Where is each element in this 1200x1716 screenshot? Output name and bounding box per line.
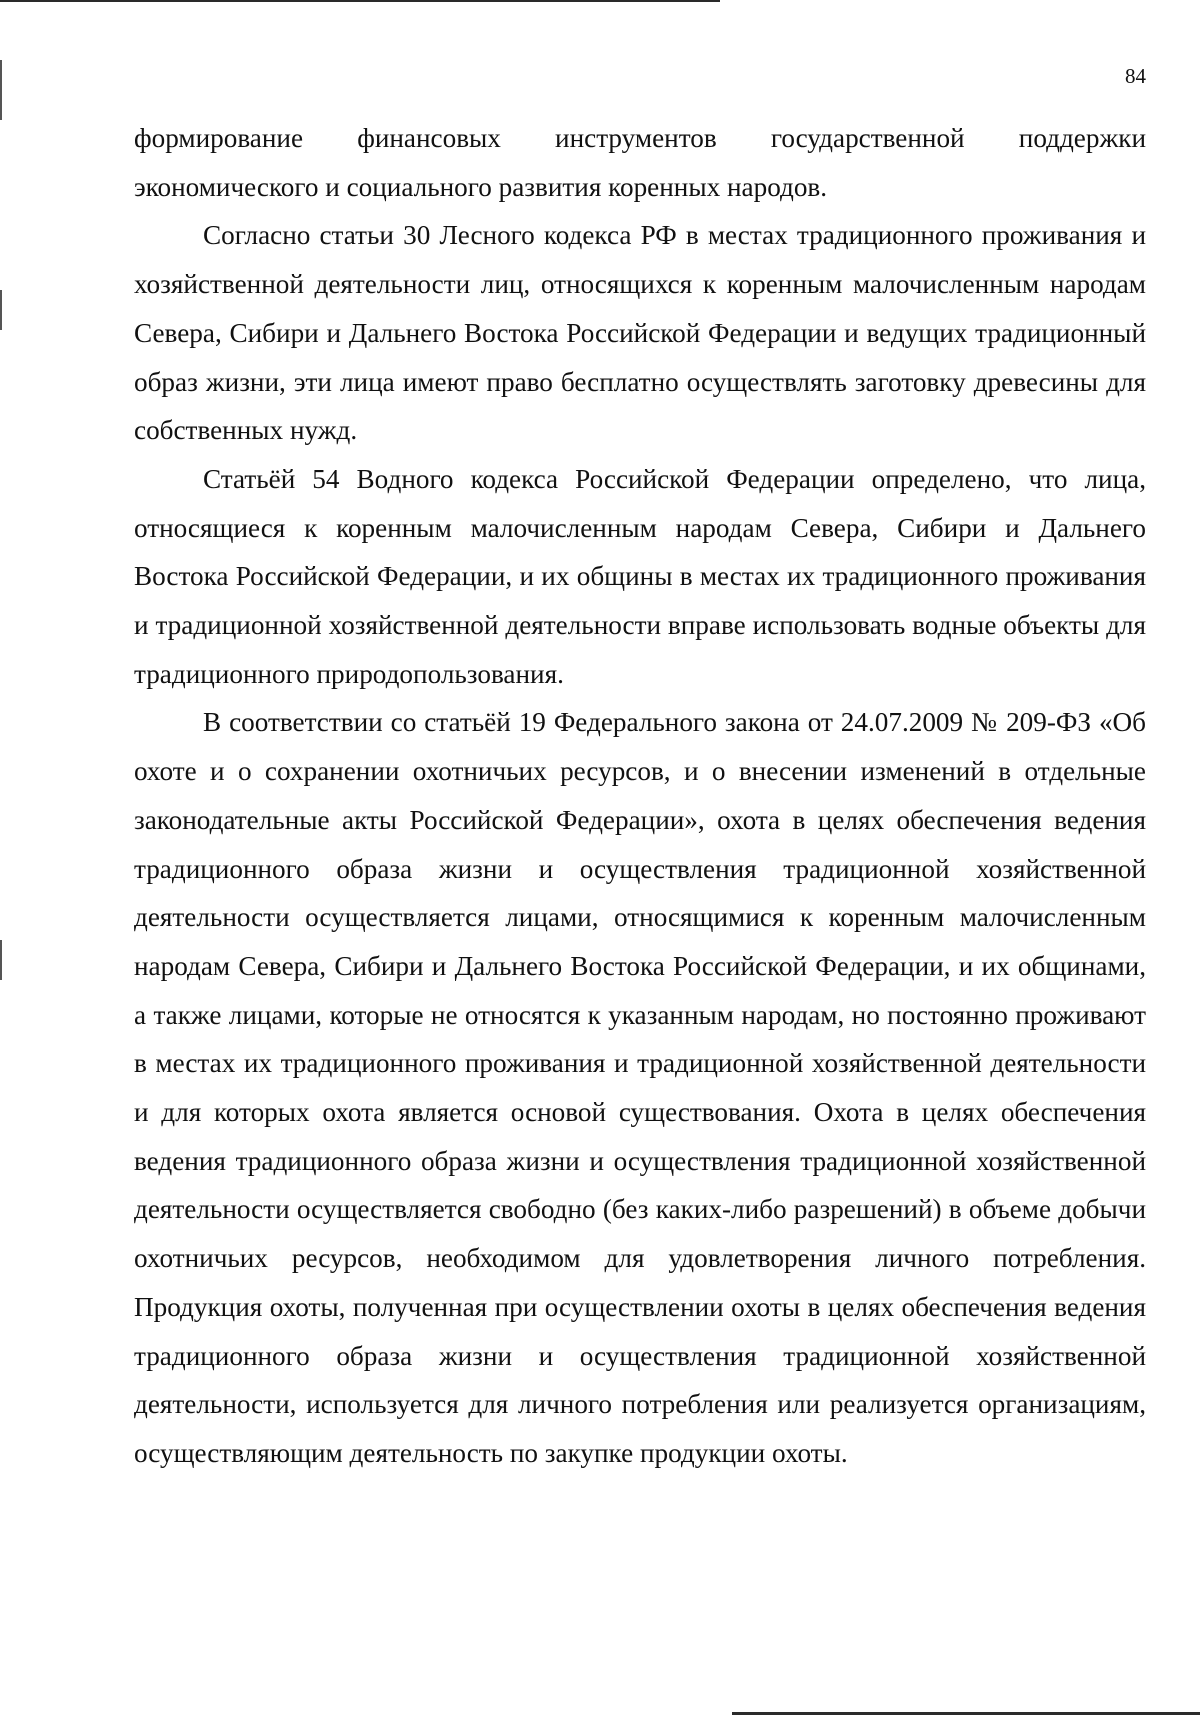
document-body bbox=[134, 114, 1146, 1478]
scan-edge-left bbox=[0, 290, 2, 330]
scan-edge-top bbox=[0, 0, 720, 2]
scan-edge-bottom bbox=[732, 1712, 1200, 1715]
scan-edge-left bbox=[0, 940, 2, 980]
paragraph-continuation: формирование финансовых инструментов государственной поддержки экономического и социального развития коренных народов. bbox=[134, 123, 1146, 202]
paragraph-forest-code: Согласно статьи 30 Лесного кодекса РФ в местах традиционного проживания и хозяйственной деятельности лиц, относящихся к коренным малочисленным народам Севера, Сибири и Дальнего Востока Российской Федерации и ведущих традиционный образ жизни, эти лица имеют право бесплатно осуществлять заготовку древесины для собственных нужд. bbox=[134, 220, 1146, 446]
scan-edge-left bbox=[0, 60, 2, 120]
page-number: 84 bbox=[1125, 64, 1146, 88]
paragraph-hunting-law: В соответствии со статьёй 19 Федерального закона от 24.07.2009 № 209-ФЗ «Об охоте и о сохранении охотничьих ресурсов, и о внесении изменений в отдельные законодательные акты Российской Федерации», охота в целях обеспечения ведения традиционного образа жизни и осуществления традиционной хозяйственной деятельности осуществляется лицами, относящимися к коренным малочисленным народам Севера, Сибири и Дальнего Востока Российской Федерации, и их общинами, а также лицами, которые не относятся к указанным народам, но постоянно проживают в местах их традиционного проживания и традиционной хозяйственной деятельности и для которых охота является основой существования. Охота в целях обеспечения ведения традиционного образа жизни и осуществления традиционной хозяйственной деятельности осуществляется свободно (без каких-либо разрешений) в объеме добычи охотничьих ресурсов, необходимом для удовлетворения личного потребления. Продукция охоты, полученная при осуществлении охоты в целях обеспечения ведения традиционного образа жизни и осуществления традиционной хозяйственной деятельности, используется для личного потребления или реализуется организациям, осуществляющим деятельность по закупке продукции охоты. bbox=[134, 707, 1146, 1468]
paragraph-water-code: Статьёй 54 Водного кодекса Российской Федерации определено, что лица, относящиеся к коренным малочисленным народам Севера, Сибири и Дальнего Востока Российской Федерации, и их общины в местах их традиционного проживания и традиционной хозяйственной деятельности вправе использовать водные объекты для традиционного природопользования. bbox=[134, 463, 1146, 689]
